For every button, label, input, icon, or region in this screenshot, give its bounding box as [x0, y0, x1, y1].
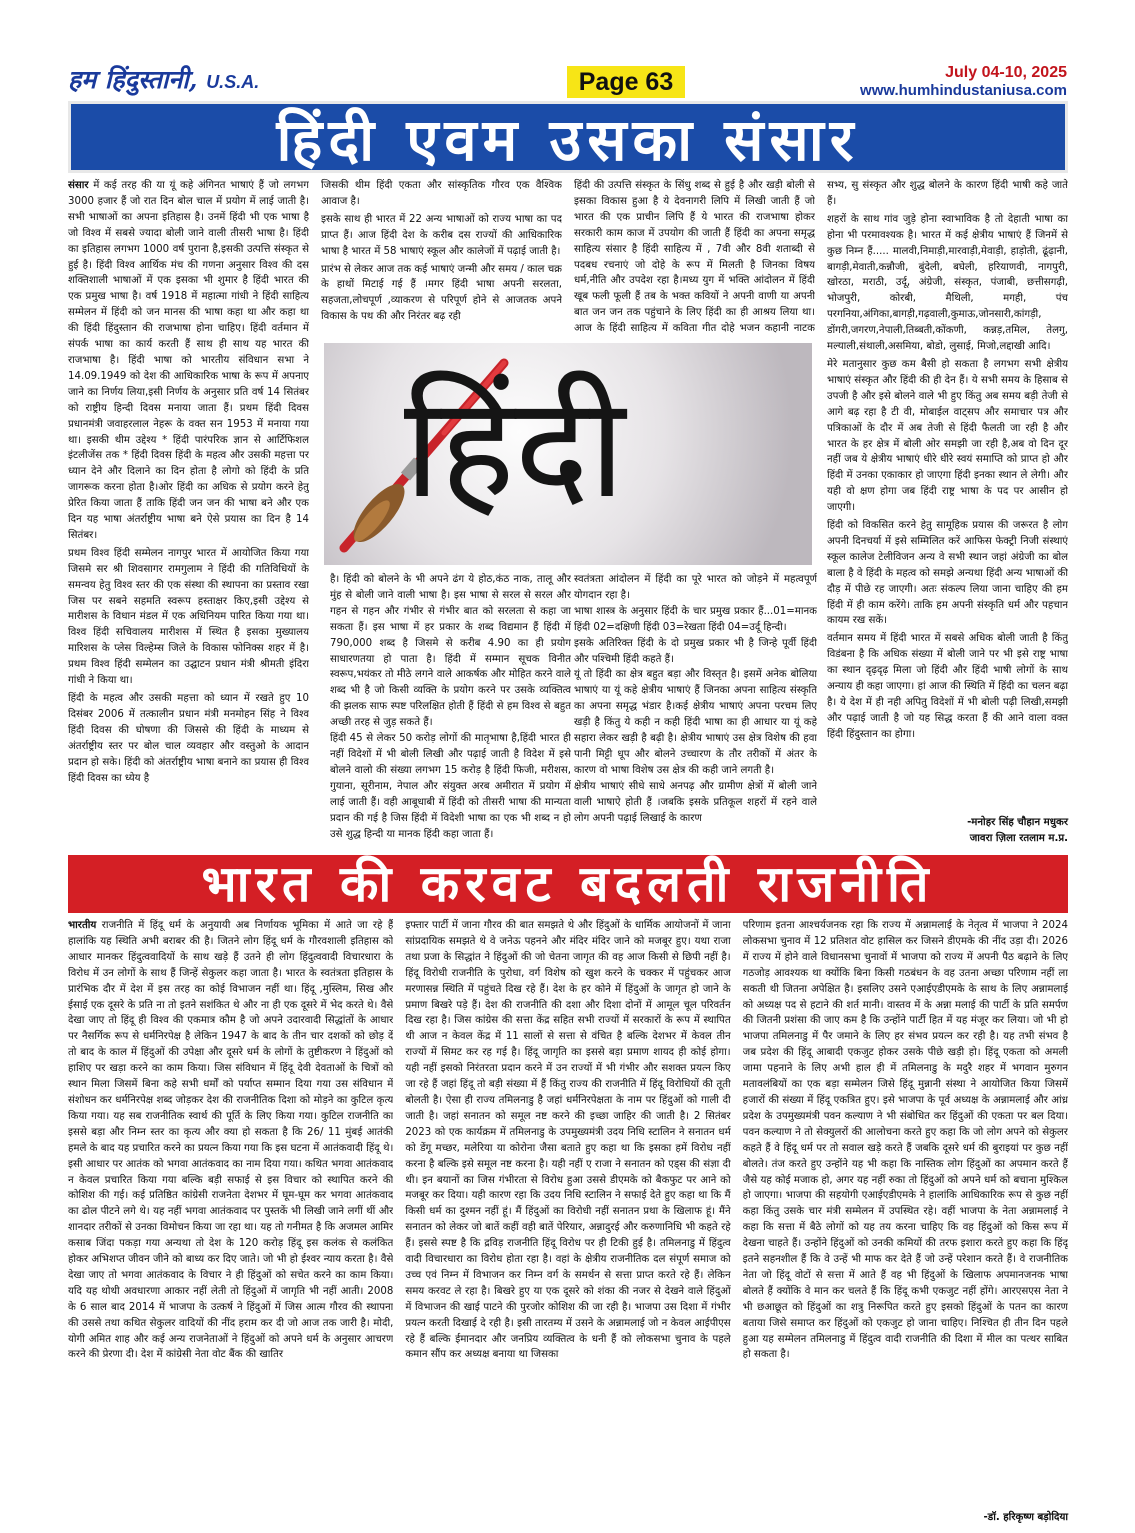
publication-name-usa: U.S.A. — [206, 72, 260, 92]
hindi-graphic-background — [324, 343, 812, 565]
paragraph — [827, 357, 1068, 516]
article2-column-2 — [405, 918, 730, 1528]
paragraph — [68, 918, 393, 1363]
paragraph-text: यूं तो हिंदी का क्षेत्र बहुत बड़ा और विस्तृत है। इसमें अनेक बोलिया भाषाएं या यूं कहे क्षेत्रीय भाषाएं हैं जिनका अपना साहित्य संस्कृति का अपना समृद्ध भंडार है।कई क्षेत्रीय भाषाएं अपना परचम लिए खड़ी है किंतु ये कही न कही हिंदी भाषा का ही आधार या यूं कहे सहारा लेकर खड़ी है बढ़ी है। क्षेत्रीय भाषाएं उस क्षेत्र विशेष की हवा पानी मिट्टी धूप और बोलने उच्चारण के तौर तरीकों में अंतर के कारण वो भाषा विशेष उस क्षेत्र की कही जाने लगती है। — [574, 669, 817, 776]
article1-column-4 — [827, 178, 1068, 810]
paragraph — [321, 178, 562, 210]
paragraph — [574, 572, 817, 604]
paragraph-text: क्षेत्रीय भाषाएं सीधे साधे अनपढ़ और ग्रामीण क्षेत्रों में बोली जाने वाली भाषाऐ होती हैं ।जबकि इसके प्रतिकूल शहरों में रहने वाले लोग अपनी पढ़ाई लिखाई के कारण — [574, 780, 817, 824]
paragraph — [574, 604, 817, 636]
hindi-graphic-word: हिंदी — [404, 367, 626, 530]
article1-headline: हिंदी एवम उसका संसार — [68, 101, 1068, 173]
paragraph-text: शहरों के साथ गांव जुड़े होना स्वाभाविक है तो देहाती भाषा का होना भी परमावश्यक है। भारत में कई क्षेत्रीय भाषाएं हैं जिनमें से कुछ निम्न हैं..... मालवी,निमाड़ी,मारवाड़ी,मेवाड़ी, हाड़ोती, ढूंढ़ानी, बागड़ी,मेवाती,कन्नौजी, बुंदेली, बघेली, हरियाणवी, नागपुरी, खोरठा, मराठी, उर्दू, अंग्रेजी, संस्कृत, पंजाबी, छत्तीसगढ़ी, भोजपुरी, कोरबी, मैथिली, मगही, पंच परगनिया,अंगिका,बागड़ी,गढ़वाली,कुमाऊ,जोनसारी,कांगड़ी, डोंगरी,जगरण,नेपाली,तिब्बती,कोंकणी, कन्नड़,तमिल, तेलगु, मल्याली,संथाली,असमिया, बोडो, लुसाई, मिजो,लद्दाखी आदि। — [827, 213, 1068, 353]
paragraph-text: हिंदी की उत्पत्ति संस्कृत के सिंधु शब्द से हुई है और खड़ी बोली से इसका विकास हुआ है ये देवनागरी लिपि में लिखी जाती हैं जो भारत की एक प्राचीन लिपि हैं ये भारत की राजभाषा होकर सरकारी काम काज में उपयोग की जाती हैं हिंदी का अपना समृद्ध साहित्य संसार है हिंदी साहित्य में , 7वी और 8वी शताब्दी से पदबध रचनाएं जो दोहे के रूप में मिलती है जिनका विषय धर्म,नीति और उपदेश रहा है।मध्य युग में भक्ति आंदोलन में हिंदी खूब फली फूली हैं तब के भक्त कवियों ने अपनी वाणी या अपनी बात जन जन तक पहुंचाने के लिए हिंदी का ही आश्रय लिया था।आज के हिंदी साहित्य में कविता गीत दोहे भजन कहानी नाटक — [574, 180, 815, 335]
article1-column-2-bottom — [330, 572, 571, 850]
article2-column-1 — [68, 918, 393, 1528]
paragraph-text: प्रथम विश्व हिंदी सम्मेलन नागपुर भारत में आयोजित किया गया जिसमे सर श्री शिवसागर रामगुलाम ने हिंदी की गतिविधियों के समन्वय हेतु विश्व स्तर की एक संस्था की स्थापना का प्रस्ताव रखा जिस पर सबने सहमति स्वरूप हस्ताक्षर किए,इसी उद्देश्य से मारीशस के विधान मंडल में एक अधिनियम पारित किया गया था। विश्व हिंदी सचिवालय मारीशस में स्थित है इसका मुख्यालय मारिशस के प्लेस विल्हेम्स जिले के विकास फोनिक्स शहर में है। प्रथम विश्व हिंदी सम्मेलन का उद्घाटन प्रधान मंत्री श्रीमती इंदिरा गांधी ने किया था। — [68, 547, 309, 687]
paragraph — [827, 178, 1068, 210]
paragraph — [330, 731, 571, 842]
paragraph — [827, 518, 1068, 629]
paragraph — [574, 667, 817, 778]
paragraph — [330, 572, 571, 731]
paragraph — [68, 546, 309, 689]
paragraph-text: इसके साथ ही भारत में 22 अन्य भाषाओं को राज्य भाषा का पद प्राप्त हैं। आज हिंदी देश के करीब दस राज्यों की आधिकारिक भाषा है भारत में 58 भाषाएं स्कूल और कालेजों में पढ़ाई जाती है। — [321, 213, 562, 257]
paragraph-text: भाषा शास्त्र के अनुसार हिंदी के चार प्रमुख प्रकार हैं...01=मानक हिंदी 02=दक्षिणी हिंदी 03=रेखता हिंदी 04=उर्दू हिन्दी। — [574, 605, 817, 633]
lead-word: संसार — [68, 180, 89, 191]
paragraph — [68, 691, 309, 786]
publication-name-hindi: हम हिंदुस्तानी, — [68, 65, 198, 94]
paragraph-text: परिणाम इतना आश्चर्यजनक रहा कि राज्य में अन्नामलाई के नेतृत्व में भाजपा ने 2024 लोकसभा चुनाव में 12 प्रतिशत वोट हासिल कर जिसने डीएमके की नींद उड़ा दी। 2026 में राज्य में होने वाले विधानसभा चुनावों में भाजपा को राज्य में अपनी पैठ बढ़ाने के लिए गठजोड़ आवश्यक था क्योंकि बिना किसी गठबंधन के वह उतना अच्छा परिणाम नहीं ला सकती थी जितना अपेक्षित है। इसलिए उसने एआईएडीएमके के साथ के लिए अन्नामलाई को अध्यक्ष पद से हटाने की शर्त मानी। वास्तव में के अन्ना मलाई की पार्टी के प्रति समर्पण की जितनी प्रशंसा की जाए कम है कि उन्होंने पार्टी हित में यह मंजूर कर लिया। जो भी हो भाजपा तमिलनाडु में पैर जमाने के लिए हर संभव प्रयत्न कर रही है। यह तभी संभव है जब प्रदेश की हिंदू आबादी एकजुट होकर उसके पीछे खड़ी हो। हिंदू एकता को अमली जामा पहनाने के लिए अभी हाल ही में तमिलनाडु के मदुरै शहर में भगवान मुरुगन मतावलंबियों का एक बड़ा सम्मेलन जिसे हिंदू मुन्नानी संस्था ने आयोजित किया जिसमें हजारों की संख्या में हिंदू एकत्रित हुए। इसे भाजपा के पूर्व अध्यक्ष के अन्नामलाई और आंध्र प्रदेश के उपमुख्यमंत्री पवन कल्याण ने भी संबोधित कर हिंदुओं की एकता पर बल दिया। पवन कल्याण ने तो सेक्युलरों की आलोचना करते हुए कहा कि जो लोग अपने को सेकुलर कहते हैं वे हिंदू धर्म पर तो सवाल खड़े करते हैं जबकि दूसरे धर्म की बुराइयां पर कुछ नहीं बोलते। तंज करते हुए उन्होंने यह भी कहा कि नास्तिक लोग हिंदुओं का अपमान करते हैं जैसे यह कोई मजाक हो, अगर यह नहीं रुका तो हिंदुओं को अपने धर्म को बचाना मुश्किल हो जाएगा। भाजपा की सहयोगी एआईएडीएमके ने हालांकि आधिकारिक रूप से कुछ नहीं कहा किंतु उसके चार मंत्री सम्मेलन में उपस्थित रहे। वहीं भाजपा के नेता अन्नामलाई ने कहा कि सत्ता में बैठे लोगों को यह तय करना चाहिए कि वह हिंदुओं को किस रूप में देखना चाहते हैं। उन्होंने हिंदुओं को उनकी कमियों की तरफ इशारा करते हुए कहा कि हिंदू इतने सहनशील हैं कि वे उन्हें भी माफ कर देते हैं जो उन्हें परेशान करते हैं। वे राजनीतिक नेता जो हिंदू वोटों से सत्ता में आते हैं वह भी हिंदुओं के खिलाफ अपमानजनक भाषा बोलते हैं क्योंकि वे मान कर चलते हैं कि हिंदू कभी एकजुट नहीं होंगे। आरएसएस नेता ने भी छआछूत को हिंदुओं का शत्रु निरूपित करते हुए इसको हिंदुओं के पतन का कारण बताया जिसे समाप्त कर हिंदुओं को एकजुट हो जाना चाहिए। निश्चित ही तीन दिन पहले हुआ यह सम्मेलन तमिलनाडु में हिंदुत्व वादी राजनीति की दिशा में मील का पत्थर साबित हो सकता है। — [742, 920, 1068, 1361]
article2-column-3 — [743, 918, 1068, 1508]
website-link[interactable]: www.humhindustaniusa.com — [860, 82, 1067, 99]
paragraph-text: प्रारंभ से लेकर आज तक कई भाषाएं जन्मी और समय / काल चक्र के हाथों मिटाई गई हैं ।मगर हिंदी भाषा अपनी सरलता, सहजता,लोचपूर्ण ,व्याकरण से परिपूर्ण होने से आजतक अपने विकास के पथ की और निरंतर बढ़ रही — [321, 263, 562, 323]
paragraph-text: हिंदी को विकसित करने हेतु सामूहिक प्रयास की जरूरत है लोग अपनी दिनचर्या में इसे सम्मिलित करें आफिस फेक्ट्री निजी संस्थाएं स्कूल कालेज टेलीविजन अन्य वे सभी स्थान जहां अंग्रेजी का बोल बाला है वे हिंदी के महत्व को समझे अन्यथा हिंदी अन्य भाषाओं की दौड़ में पीछे रह जाएगी। अतः संकल्प लिया जाना चाहिए की हम हिंदी में ही काम करेंगे। ताकि हम अपनी संस्कृति धर्म और पहचान कायम रख सकें। — [827, 520, 1068, 627]
paragraph-text: इसके अतिरिक्त हिंदी के दो प्रमुख प्रकार भी है जिन्हे पूर्वी हिंदी और पश्चिमी हिंदी कहते हैं। — [574, 637, 817, 665]
page-number: Page 63 — [567, 66, 685, 98]
article1-column-2-top — [321, 178, 562, 336]
article1-byline — [826, 815, 1068, 847]
masthead — [0, 0, 1135, 100]
paragraph — [743, 918, 1068, 1363]
paragraph-text: में कई तरह की या यूं कहे अंगिनत भाषाएं हैं जो लगभग 3000 हजार हैं जो रात दिन बोल चाल में प्रयोग में लाई जाती है। सभी भाषाओं का अपना इतिहास है। उनमें हिंदी भी एक भाषा है जो विश्व में सबसे ज्यादा बोली जाने वाली तीसरी भाषा है। हिंदी का इतिहास लगभग 1000 वर्ष पुराना है,इसकी उत्पत्ति संस्कृत से हुई है। हिंदी विश्व आर्थिक मंच की गणना अनुसार विश्व की दस शक्तिशाली भाषाओं में एक इसका भी शुमार है हिंदी भारत की एक प्रमुख भाषा है। वर्ष 1918 में महात्मा गांधी ने हिंदी साहित्य सम्मेलन में हिंदी को जन मानस की भाषा कहा था और कहा था की हिंदी हिंदुस्तान की राजभाषा होना चाहिए। हिंदी वर्तमान में संपर्क भाषा का कार्य करती हैं साथ ही साथ यह भारत की राजभाषा है। हिंदी भाषा को भारतीय संविधान सभा ने 14.09.1949 को देश की आधिकारिक भाषा के रूप में अपनाए जाने का निर्णय लिया,इसी निर्णय के अनुसार प्रति वर्ष 14 सितंबर को राष्ट्रीय हिन्दी दिवस मनाया जाता हैं। प्रथम हिंदी दिवस प्रधानमंत्री जवाहरलाल नेहरू के वक्त सन 1953 में मनाया गया था। इसकी थीम उद्देश्य * हिंदी पारंपरिक ज्ञान से आर्टिफिशल इंटलीजेंस तक * हिंदी दिवस हिंदी के महत्व और उसकी महत्ता पर ध्यान देने और दिलाने का दिन होता है लोगो को हिंदी के प्रति जागरूक करना होता है।ओर हिंदी का अधिक से प्रयोग करने हेतु प्रेरित किया जाता हैं ताकि हिंदी जन जन की भाषा बने और एक दिन यह भाषा अंतर्राष्ट्रीय भाषा बने ऐसे प्रयास का दिन है 14 सितंबर। — [68, 180, 309, 541]
paragraph-text: हिंदी 45 से लेकर 50 करोड़ लोगों की मातृभाषा है,हिंदी भारत ही नहीं विदेशों में भी बोली लिखी और पढ़ाई जाती है विदेश में इसे बोलने वालो की संख्या लगभग 15 करोड़ है हिंदी फिजी, मरीशस, गुयाना, सूरीनाम, नेपाल और संयुक्त अरब अमीरात में प्रयोग में लाई जाती हैं। वही आबूधाबी में हिंदी को तीसरी भाषा की मान्यता प्रदान की गई है जिस हिंदी में विदेशी भाषा का एक भी शब्द न हो उसे शुद्ध हिन्दी या मानक हिंदी कहा जाता हैं। — [330, 733, 571, 840]
paragraph-text: वर्तमान समय में हिंदी भारत में सबसे अधिक बोली जाती है किंतु विडंबना है कि अधिक संख्या में बोली जाने पर भी इसे राष्ट्र भाषा का स्थान दृढ़दृढ़ मिला जो हिंदी और हिंदी भाषी लोगों के साथ अन्याय ही कहा जाएगा। हां आज की स्थिति में हिंदी का चलन बढ़ा है। ये देश में ही नही अपितु विदेशों में भी बोली पढ़ी लिखी,समझी और पढ़ाई जाती है जो यह सिद्ध करता हैं की आने वाला वक्त हिंदी हिंदुस्तान का होगा। — [827, 633, 1068, 740]
paragraph-text: स्वतंत्रता आंदोलन में हिंदी का पूरे भारत को जोड़ने में महत्वपूर्ण योगदान रहा है। — [574, 574, 817, 601]
issue-date: July 04-10, 2025 — [945, 64, 1067, 81]
article1-byline-place: जावरा ज़िला रतलाम म.प्र. — [969, 832, 1068, 844]
publication-name — [68, 62, 259, 96]
paragraph — [405, 918, 730, 1363]
lead-word: भारतीय — [68, 920, 97, 931]
article1-column-3-top — [574, 178, 815, 336]
paragraph — [574, 779, 817, 827]
article1-column-1 — [68, 178, 309, 850]
paragraph-text: जिसकी थीम हिंदी एकता और सांस्कृतिक गौरव एक वैश्विक आवाज है। — [321, 180, 562, 207]
paragraph — [574, 178, 815, 336]
paragraph — [68, 178, 309, 544]
article2-body — [68, 918, 1068, 1528]
paragraph-text: इफ्तार पार्टी में जाना गौरव की बात समझते थे और हिंदुओं के धार्मिक आयोजनों में जाना सांप्रदायिक समझते थे वे जनेऊ पहनने और मंदिर मंदिर जाने को मजबूर हुए। यथा राजा तथा प्रजा के सिद्धांत ने हिंदुओं की जो चेतना जागृत की वह आज किसी से छिपी नहीं है। हिंदू विरोधी राजनीति के पुरोधा, वर्ग विशेष को खुश करने के चक्कर में पहुंचकर आज मरणासन्न स्थिति में पहुंचते दिख रहे हैं। देश के हर कोने में हिंदुओं के जागृत हो जाने के प्रमाण बिखरे पड़े हैं। देश की राजनीति की दशा और दिशा दोनों में आमूल चूल परिवर्तन दिख रहा है। जिस कांग्रेस की सत्ता केंद्र सहित सभी राज्यों में सरकारों के रूप में स्थापित थी आज न केवल केंद्र में 11 सालों से सत्ता से वंचित है बल्कि देशभर में केवल तीन राज्यों में सिमट कर रह गई है। हिंदू जागृति का इससे बड़ा प्रमाण शायद ही कोई होगा। यही नहीं इसको निरंतरता प्रदान करने में उन राज्यों में भी गंभीर और सशक्त प्रयत्न किए जा रहे हैं जहां हिंदू तो बड़ी संख्या में हैं किंतु राज्य की राजनीति में हिंदू विरोधियों की तूती बोलती है। ऐसा ही राज्य तमिलनाडु है जहां धर्मनिरपेक्षता के नाम पर हिंदुओं को गाली दी जाती है। जहां सनातन को समूल नष्ट करने की इच्छा जाहिर की जाती है। 2 सितंबर 2023 को एक कार्यक्रम में तमिलनाडु के उपमुख्यमंत्री उदय निधि स्टालिन ने सनातन धर्म को डेंगू मच्छर, मलेरिया या कोरोना जैसा बताते हुए कहा था कि इसका हमें विरोध नहीं करना है बल्कि इसे समूल नष्ट करना है। यही नहीं ए राजा ने सनातन को एड्स की संज्ञा दी थी। इन बयानों का जिस गंभीरता से विरोध हुआ उससे डीएमके को बैकफुट पर आने को मजबूर कर दिया। यही कारण रहा कि उदय निधि स्टालिन ने सफाई देते हुए कहा था कि मैं किसी धर्म का दुश्मन नहीं हूं। मैं हिंदुओं का विरोधी नहीं सनातन प्रथा के खिलाफ हूं। मैंने सनातन को लेकर जो बातें कहीं वही बातें पेरियार, अन्नादुरई और करुणानिधि भी कहते रहे हैं। इससे स्पष्ट है कि द्रविड़ राजनीति हिंदू विरोध पर ही टिकी हुई है। तमिलनाडु में हिंदुत्व वादी विचारधारा का विरोध होता रहा है। वहां के क्षेत्रीय राजनीतिक दल संपूर्ण समाज को उच्च एवं निम्न में विभाजन कर निम्न वर्ग के समर्थन से सत्ता प्राप्त करते रहे हैं। लेकिन समय करवट ले रहा है। बिखरे हुए या एक दूसरे को शंका की नजर से देखने वाले हिंदुओं में विभाजन की खाई पाटने की पुरजोर कोशिश की जा रही है। भाजपा उस दिशा में गंभीर प्रयत्न करती दिखाई दे रही है। इसी तारतम्य में उसने के अन्नामलाई जो न केवल आईपीएस रहे हैं बल्कि ईमानदार और जनप्रिय व्यक्तित्व के धनी हैं को लोकसभा चुनाव के पहले कमान सौंप कर अध्यक्ष बनाया था जिसका — [405, 920, 731, 1361]
paragraph — [827, 212, 1068, 355]
paragraph — [321, 212, 562, 260]
paragraph — [321, 262, 562, 326]
paragraph-text: राजनीति में हिंदू धर्म के अनुयायी अब निर्णायक भूमिका में आते जा रहे हैं हालांकि यह स्थिति अभी बराबर की है। जितने लोग हिंदू धर्म के गौरवशाली इतिहास को आधार मानकर हिंदुत्ववादियों के साथ खड़े हैं उतने ही लोग हिंदुत्ववादी विचारधारा के विरोध में उन लोगों के साथ हैं जिन्हें सेकुलर कहा जाता है। भारत के स्वतंत्रता इतिहास के प्रारंभिक दौर में देश में इस तरह का कोई विभाजन नहीं था। हिंदू ,मुस्लिम, सिख और ईसाई एक दूसरे के प्रति ना तो इतने सशंकित थे और ना ही एक दूसरे में भेद करते थे। वैसे देखा जाए तो हिंदू ही विश्व की एकमात्र कौम है जो अपने उदारवादी सिद्धांतों के आधार पर नैसर्गिक रूप से धर्मनिरपेक्ष है लेकिन 1947 के बाद के तीन चार दशकों को छोड़ दें तो बाद के काल में हिंदुओं की उपेक्षा और दूसरे धर्म के लोगों के तुष्टीकरण ने हिंदुओं को हाशिए पर खड़ा करने का काम किया। जिस संविधान में हिंदू देवी देवताओं के चित्रों को स्थान मिला जिसमें बिना कहे सभी धर्मों को पर्याप्त सम्मान दिया गया उस संविधान में संशोधन कर धर्मनिरपेक्ष शब्द जोड़कर देश की राजनीतिक दिशा को मोड़ने का कुटिल कृत्य किया गया। यह सब राजनीतिक स्वार्थ की पूर्ति के लिए किया गया। कुटिल राजनीति का इससे बड़ा और निम्न स्तर का कृत्य और क्या हो सकता है कि 26/ 11 मुंबई आतंकी हमले के बाद यह प्रचारित करने का प्रयत्न किया गया कि इस घटना में आतंकवादी हिंदू थे। इसी आधार पर आतंक को भगवा आतंकवाद का नाम दिया गया। कथित भगवा आतंकवाद न केवल प्रचारित किया गया बल्कि बड़ी सफाई से इस विचार को स्थापित करने की कोशिश की गई। कई प्रतिष्ठित कांग्रेसी राजनेता देशभर में घूम-घूम कर भगवा आतंकवाद का ढोल पीटने लगे थे। यह नहीं भगवा आतंकवाद पर पुस्तकें भी लिखी जाने लगीं थीं और शानदार तरीकों से उनका विमोचन किया जा रहा था। यह तो गनीमत है कि अजमल आमिर कसाब जिंदा पकड़ा गया अन्यथा तो देश के 120 करोड़ हिंदू इस कलंक से कलंकित होकर अभिशप्त जीवन जीने को बाध्य कर दिए जाते। जो भी हो ईश्वर न्याय करता है। वैसे देखा जाए तो भगवा आतंकवाद के विचार ने ही हिंदुओं को सचेत करने का काम किया। यदि यह थोथी अवधारणा आकार नहीं लेती तो हिंदुओं में जागृति भी नहीं आती। 2008 के 6 साल बाद 2014 में भाजपा के उत्कर्ष ने हिंदुओं में जिस आत्म गौरव की स्थापना की उससे तथा कथित सेकुलर वादियों की नींद हराम कर दी जो आज तक जारी है। मोदी, योगी अमित शाह और कई अन्य राजनेताओं ने हिंदुओं को अपने धर्म के अनुसार आचरण करने की प्रेरणा दी। देश में कांग्रेसी नेता वोट बैंक की खातिर — [68, 920, 394, 1361]
hindi-graphic — [324, 340, 812, 562]
article1-column-3-bottom — [574, 572, 817, 850]
paragraph-text: मेरे मतानुसार कुछ कम बैसी हो सकता है लगभग सभी क्षेत्रीय भाषाएं संस्कृत और हिंदी की ही देन हैं। ये सभी समय के हिसाब से उपजी है और इसे बोलने वाले भी हुए किंतु अब समय बड़ी तेजी से आगे बढ़ रहा है टी वी, मोबाईल वाट्सप और समाचार पत्र और पत्रिकाओं के दौर में अब तेजी से हिंदी फैलती जा रही है और भारत के हर क्षेत्र में बोली ओर समझी जा रही है,अब वो दिन दूर नहीं जब ये क्षेत्रीय भाषाएं धीरे धीरे स्वयं समाप्ति को प्राप्त हो और हिंदी में उनका एकाकार हो जाएगा हिंदी इनका स्थान ले लेगी। और यही वो क्षण होगा जब हिंदी राष्ट्र भाषा के पद पर आसीन हो जाएगी। — [827, 358, 1068, 514]
paragraph-text: सभ्य, सु संस्कृत और शुद्ध बोलने के कारण हिंदी भाषी कहे जाते हैं। — [827, 180, 1068, 207]
paragraph-text: हिंदी के महत्व और उसकी महत्ता को ध्यान में रखते हुए 10 दिसंबर 2006 में तत्कालीन प्रधान मंत्री मनमोहन सिंह ने विश्व हिंदी दिवस की घोषणा की जिससे की हिंदी के माध्यम से अंतर्राष्ट्रीय स्तर पर बोल चाल व्यवहार और वस्तुओ के आदान प्रदान हो सके। हिंदी को अंतर्राष्ट्रीय भाषा बनाने का प्रयास ही विश्व हिंदी दिवस का ध्येय है — [68, 693, 309, 784]
paragraph — [574, 636, 817, 668]
paragraph-text: है। हिंदी को बोलने के भी अपने ढंग ये होठ,कंठ नाक, तालू और मुंह से बोली जाने वाली भाषा है। इस भाषा से सरल से सरल और गहन से गहन और गंभीर से गंभीर बात को सरलता से कहा जा सकता हैं। इस भाषा में हर प्रकार के शब्द विद्यमान हैं हिंदी में 790,000 शब्द है जिसमे से करीब 4.90 का ही प्रयोग साधारणतया हो पाता है। हिंदी में सम्मान सूचक विनीत स्वरूप,भयंकर तो मीठे लगने वाले आकर्षक और मोहित करने वाले शब्द भी है जो किसी व्यक्ति के प्रयोग करने पर उसके व्यक्तित्व की झलक साफ स्पष्ट परिलक्षित होती हैं हिंदी से हम विश्व से बहुत अच्छी तरह से जुड़ सकते हैं। — [330, 574, 571, 729]
article2-headline: भारत की करवट बदलती राजनीति — [68, 855, 1068, 913]
article2-byline: -डॉ. हरिकृष्ण बड़ोदिया — [750, 1510, 1068, 1526]
paragraph — [827, 631, 1068, 742]
article1-byline-name: -मनोहर सिंह चौहान मधुकर — [967, 817, 1068, 828]
